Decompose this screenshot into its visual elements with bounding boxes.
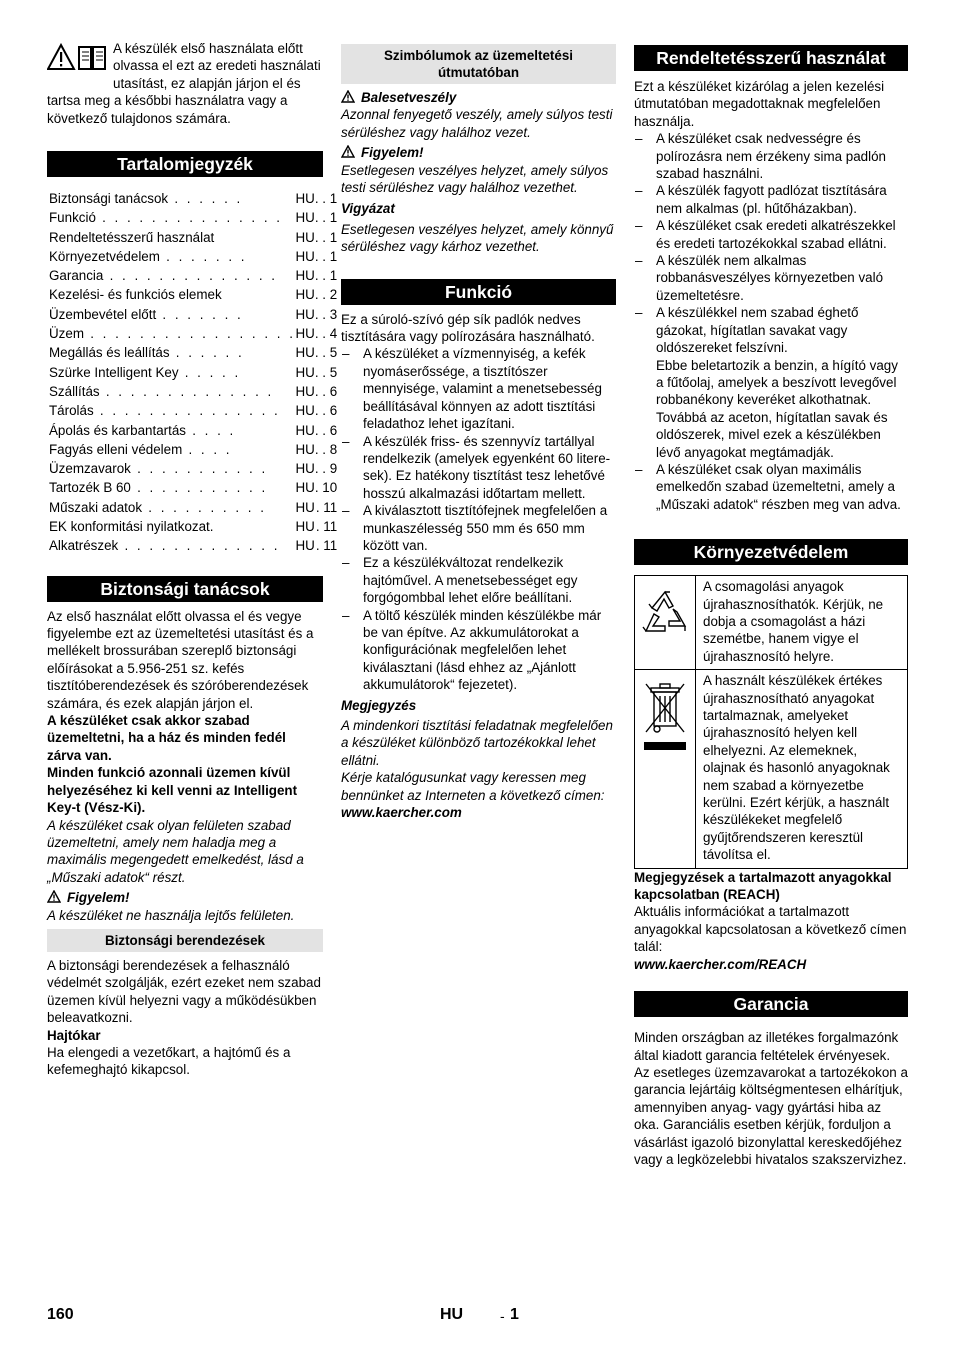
intended-use-list [634, 130, 908, 356]
toc-item-lang: HU [295, 403, 315, 419]
list-item: – A készüléket csak olyan maximális emelkedőn szabad üzemeltetni, amely a „Műszaki adatok“ részben meg van adva. [634, 461, 908, 513]
toc-item-label: Üzembevétel előtt . . . . . . . [49, 306, 244, 322]
note-label: Megjegyzés [341, 697, 417, 713]
toc-heading: Tartalomjegyzék [47, 151, 323, 177]
toc-row[interactable] [49, 478, 345, 497]
toc-item-label: Garancia . . . . . . . . . . . . . . [49, 268, 278, 284]
toc-item-label: Műszaki adatok . . . . . . . . . . [49, 499, 267, 515]
toc-row[interactable] [49, 440, 345, 459]
column-middle [341, 40, 616, 821]
page-number: 160 [47, 1306, 74, 1323]
footer-separator: - [500, 1308, 505, 1324]
toc-item-lang: HU [295, 210, 315, 226]
warning-book-icon [47, 43, 109, 75]
toc-item-label: Üzem . . . . . . . . . . . . . . . . . [49, 326, 296, 342]
list-item: – A készülék friss- és szennyvíz tartállyal rendelkezik (amelyek egyenként 60 literesek). Ez hatékony tisztítást tesz lehetővé hosszú alkalmazási időtartam mellett. [341, 433, 616, 503]
list-item: – A készüléket csak eredeti alkatrészekkel és eredeti tartozékokkal szabad ellátni. [634, 217, 908, 252]
toc-item-label: Tartozék B 60 . . . . . . . . . . . [49, 480, 268, 496]
toc-item-lang: HU [295, 345, 315, 361]
note-text: A mindenkori tisztítási feladatnak megfelelően a készüléket különböző tartozékokkal lehet ellátni. [341, 718, 613, 768]
toc-row[interactable] [49, 285, 345, 304]
table-row [635, 576, 908, 670]
toc-item-lang: HU [295, 499, 315, 515]
toc-row[interactable] [49, 324, 345, 343]
toc-item-page: . . 1 [314, 190, 338, 206]
function-intro: Ez a súroló-szívó gép sík padlók nedves tisztítására vagy polírozására használható. [341, 311, 595, 345]
toc-item-label: Fagyás elleni védelem . . . . [49, 441, 232, 457]
list-item: – A készülék fagyott padlózat tisztítására nem alkalmas (pl. hűtőházakban). [634, 182, 908, 217]
lever-heading: Hajtókar [47, 1027, 101, 1043]
toc-item-page: . . 5 [314, 345, 338, 361]
toc-item-page: . 11 [315, 518, 338, 534]
toc-item-label: Kezelési- és funkciós elemek [49, 287, 222, 303]
toc-item-page: . 10 [314, 480, 338, 496]
toc-item-page: . . 4 [314, 326, 338, 342]
toc-row[interactable] [49, 266, 345, 285]
environment-table [634, 575, 908, 869]
environment-heading: Környezetvédelem [634, 539, 908, 565]
safety-warning-label [47, 889, 323, 906]
toc-item-label: Környezetvédelem . . . . . . . [49, 248, 247, 264]
toc-item-page: . 11 [315, 499, 338, 515]
toc-item-page: . . 1 [314, 248, 338, 264]
toc-item-lang: HU [295, 518, 315, 534]
toc-item-page: . . 6 [314, 383, 338, 399]
toc-item-lang: HU [295, 326, 315, 342]
caution-label: Vigyázat [341, 201, 395, 217]
table-row [635, 670, 908, 868]
caution-text: Esetlegesen veszélyes helyzet, amely könnyű sérüléshez vagy kárhoz vezethet. [341, 221, 614, 255]
toc-item-label: Szállítás . . . . . . . . . . . . . . [49, 383, 274, 399]
toc-item-label: Szürke Intelligent Key . . . . . [49, 364, 241, 380]
warning-triangle-icon [47, 890, 61, 903]
toc-item-label: Tárolás . . . . . . . . . . . . . . . [49, 403, 281, 419]
toc-row[interactable] [49, 189, 345, 208]
toc-item-lang: HU [295, 287, 315, 303]
intro-block [47, 40, 323, 128]
toc-row[interactable] [49, 498, 345, 517]
column-right [634, 40, 908, 1168]
toc-item-label: Rendeltetésszerű használat [49, 229, 215, 245]
list-item: – Ez a készülékváltozat rendelkezik hajtóművel. A menetsebességet egy forgógombbal lehet előre beállítani. [341, 554, 616, 606]
list-item: – A készülékkel nem szabad éghető gázokat, hígítatlan savakat vagy oldószereket felszívni. [634, 304, 908, 356]
toc-item-lang: HU [295, 229, 315, 245]
list-item: – A készüléket a vízmennyiség, a kefék nyomáserőssége, a tisztítószer mennyisége, valamint a menetsebesség beállításával könnyen az adott tisztítási feladathoz lehet igazítani. [341, 345, 616, 432]
intended-use-heading: Rendeltetésszerű használat [634, 45, 908, 71]
warning-label [341, 144, 616, 161]
list-item: – A készülék nem alkalmas robbanásveszélyes környezetben való üzemeltetésre. [634, 252, 908, 304]
footer-sub-page: 1 [510, 1306, 519, 1323]
toc-item-lang: HU [295, 538, 315, 554]
toc-item-lang: HU [295, 268, 315, 284]
toc-item-label: EK konformitási nyilatkozat. [49, 518, 214, 534]
toc-item-lang: HU [295, 480, 315, 496]
toc-row[interactable] [49, 208, 345, 227]
intended-use-extra: Ebbe beletartozik a benzin, a hígító vagy a fűtőolaj, amelyek a beszívott levegővel robbanékony keveréket alkothatnak. Továbbá az aceton, hígítatlan savak és oldószerek, mivel ezek a készülékben lévő anyagokat megtámadják. [656, 357, 898, 460]
list-item: – A töltő készülék minden készülékbe már be van építve. Az akkumulátorokat a konfigurációnak megfelelően lehet kiválasztani (lásd ehhez az „Ajánlott akkumulátorok“ fejezetet). [341, 607, 616, 694]
weee-text: A használt készülékek értékes újrahasznosítható anyagokat tartalmaznak, amelyeket újrahasznosító helyen kell elhelyezni. Az elemeknek, olajnak és hasonló anyagoknak nem szabad a környezetbe kerülni. Ezért kérjük, a használt készülékeket megfelelő gyűjtőrendszeren keresztül távolítsa el. [696, 670, 908, 868]
toc-row[interactable] [49, 401, 345, 420]
safety-heading: Biztonsági tanácsok [47, 576, 323, 602]
toc-item-page: . . 1 [314, 229, 338, 245]
intended-use-intro: Ezt a készüléket kizárólag a jelen kezelési útmutatóban megadottaknak megfelelően használja. [634, 79, 885, 129]
safety-warning-text: A készüléket ne használja lejtős felületen. [47, 907, 295, 923]
toc-row[interactable] [49, 305, 345, 324]
danger-label [341, 89, 616, 106]
crossed-bin-icon [640, 676, 690, 756]
toc-item-page: . . 5 [314, 364, 338, 380]
danger-text: Azonnal fenyegető veszély, amely súlyos testi sérüléshez vagy halálhoz vezet. [341, 107, 613, 140]
function-heading: Funkció [341, 279, 616, 305]
reach-url[interactable]: www.kaercher.com/REACH [634, 956, 807, 972]
toc-item-label: Üzemzavarok . . . . . . . . . . . [49, 461, 268, 477]
function-list [341, 345, 616, 693]
recycle-icon [640, 582, 690, 640]
toc-item-lang: HU [295, 441, 315, 457]
intended-use-list-last [634, 461, 908, 513]
toc-item-label: Biztonsági tanácsok . . . . . . [49, 190, 243, 206]
toc-item-lang: HU [295, 306, 315, 322]
toc-item-page: . . 3 [314, 306, 338, 322]
danger-label-text: Balesetveszély [361, 90, 457, 105]
safety-intro: Az első használat előtt olvassa el és vegye figyelembe ezt az üzemeltetési utasítást és a mellékelt brossurában szereplő biztonsági előírásokat a 5.956-251 sz. kefés tisztítóberendezések és szóróberendezések számára, és ezek alapján járjon el. [47, 608, 314, 711]
toc-row[interactable] [49, 421, 345, 440]
safety-housing-note: A készüléket csak akkor szabad üzemeltetni, ha a ház és minden fedél zárva van. [47, 713, 286, 763]
weee-cell [635, 670, 696, 868]
reach-text: Aktuális információkat a tartalmazott anyagokkal kapcsolatosan a következő címen talál: [634, 904, 907, 955]
reach-heading: Megjegyzések a tartalmazott anyagokkal kapcsolatban (REACH) [634, 869, 892, 903]
warranty-heading: Garancia [634, 991, 908, 1017]
toc-item-lang: HU [295, 422, 315, 438]
catalog-text: Kérje katalógusunkat vagy keressen meg bennünket az Interneten a következő címen: [341, 770, 605, 803]
toc-item-page: . . 2 [314, 287, 338, 303]
safety-devices-text: A biztonsági berendezések a felhasználó védelmét szolgálják, ezért ezeket nem szabad üzemen kívül helyezni vagy a működésükben beleavatkozni. [47, 957, 321, 1026]
toc-table [49, 189, 345, 556]
toc-item-page: . . 6 [314, 403, 338, 419]
toc-item-page: . . 1 [314, 210, 338, 226]
warning-triangle-icon [341, 145, 355, 158]
safety-warning-label-text: Figyelem! [67, 890, 130, 906]
toc-row[interactable] [49, 363, 345, 382]
column-left [47, 40, 338, 1079]
toc-row[interactable] [49, 459, 345, 478]
kaercher-url[interactable]: www.kaercher.com [341, 805, 462, 821]
warning-text: Esetlegesen veszélyes helyzet, amely súlyos testi sérüléshez vagy halálhoz vezethet. [341, 162, 609, 196]
safety-key-note: Minden funkció azonnali üzemen kívül helyezéséhez ki kell venni az Intelligent Key-t (Vész-Ki). [47, 765, 298, 816]
toc-item-lang: HU [295, 248, 315, 264]
toc-row[interactable] [49, 247, 345, 266]
list-item: – A kiválasztott tisztítófejnek megfelelően a munkaszélesség 550 mm és 650 mm között van. [341, 502, 616, 554]
toc-item-lang: HU [295, 461, 315, 477]
toc-row[interactable] [49, 343, 345, 362]
warning-label-text: Figyelem! [361, 145, 424, 161]
lever-text: Ha elengedi a vezetőkart, a hajtómű és a kefemeghajtó kikapcsol. [47, 1044, 291, 1078]
toc-row[interactable] [49, 517, 345, 536]
toc-row[interactable] [49, 536, 345, 555]
toc-item-page: . . 1 [314, 268, 338, 284]
toc-item-page: . . 8 [314, 441, 338, 457]
toc-item-label: Ápolás és karbantartás . . . . [49, 422, 236, 438]
toc-item-label: Funkció . . . . . . . . . . . . . . . [49, 210, 283, 226]
recycle-cell [635, 576, 696, 670]
toc-item-page: . . 6 [314, 422, 338, 438]
recycle-text: A csomagolási anyagok újrahasznosíthatók. Kérjük, ne dobja a csomagolást a házi szemétbe, hanem vigye el újrahasznosító helyre. [696, 576, 908, 670]
toc-item-label: Megállás és leállítás . . . . . . [49, 345, 245, 361]
toc-row[interactable] [49, 382, 345, 401]
toc-row[interactable] [49, 228, 345, 247]
symbols-heading: Szimbólumok az üzemeltetési útmutatóban [341, 44, 616, 84]
intro-text: A készülék első használata előtt olvassa el ezt az eredeti használati utasítást, ez alapján járjon el és tartsa meg a későbbi használatra vagy a következő tulajdonos számára. [47, 41, 321, 126]
toc-item-lang: HU [295, 190, 315, 206]
warning-triangle-icon [341, 90, 355, 103]
warranty-text: Minden országban az illetékes forgalmazónk által kiadott garancia feltételek érvényesek. Az esetleges üzemzavarokat a tartozékokon a garancia lejártáig költségmentesen elhárítjuk, amennyiben anyag- vagy gyártási hiba az oka. Garanciális esetben kérjük, forduljon a vásárlást igazoló bizonylattal kereskedőjéhez vagy a legközelebbi hivatalos szakszervizhez. [634, 1030, 908, 1167]
toc-item-lang: HU [295, 364, 315, 380]
toc-item-label: Alkatrészek . . . . . . . . . . . . . [49, 538, 280, 554]
toc-item-page: . . 9 [314, 461, 338, 477]
toc-item-lang: HU [295, 383, 315, 399]
safety-devices-heading: Biztonsági berendezések [47, 929, 323, 952]
list-item: – A készüléket csak nedvességre és polírozásra nem érzékeny sima padlón szabad használni. [634, 130, 908, 182]
safety-slope-note: A készüléket csak olyan felületen szabad üzemeltetni, amely nem haladja meg a maximális megengedett emelkedést, lásd a „Műszaki adatok“ részt. [47, 817, 304, 885]
toc-item-page: . 11 [315, 538, 338, 554]
footer-lang: HU [440, 1306, 464, 1323]
